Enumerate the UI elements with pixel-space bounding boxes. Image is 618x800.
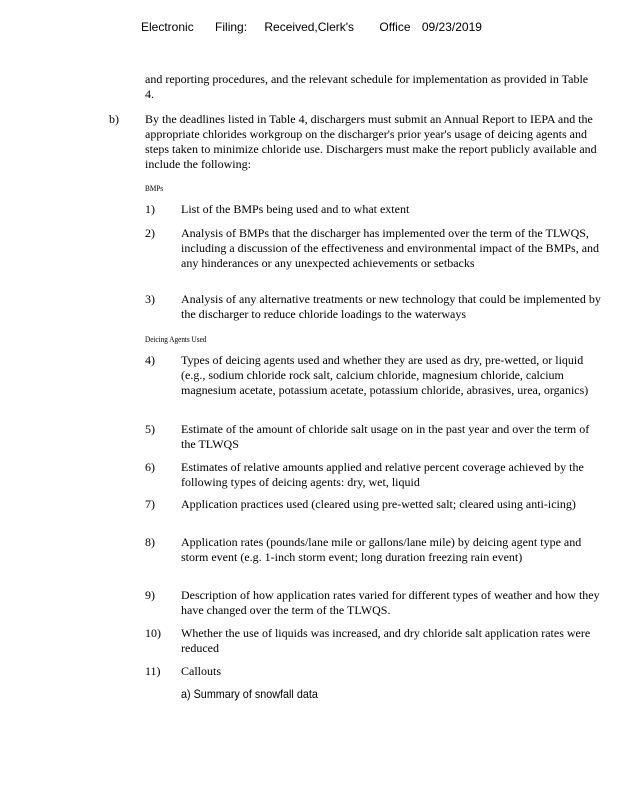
item-8-number: 8) xyxy=(145,535,155,549)
item-10-text: Whether the use of liquids was increased, and dry chloride salt application rates were reduced xyxy=(181,626,591,655)
item-5-number: 5) xyxy=(145,422,155,436)
item-9-text: Description of how application rates varied for different types of weather and how they have changed over the term of the TLWQS. xyxy=(181,588,600,617)
item-7-number: 7) xyxy=(145,497,155,511)
item-5-text: Estimate of the amount of chloride salt usage on in the past year and over the term of the TLWQS xyxy=(181,422,590,451)
item-4-number: 4) xyxy=(145,353,155,367)
subheading-deicing-agents: Deicing Agents Used xyxy=(145,334,207,344)
intro-paragraph: and reporting procedures, and the relevant schedule for implementation as provided in Table 4. xyxy=(145,72,589,101)
item-4-text: Types of deicing agents used and whether they are used as dry, pre-wetted, or liquid (e.g., sodium chloride rock salt, calcium chloride, magnesium chloride, calcium magnesium acetate, potassium acetate, potassium chloride, abrasives, urea, organics) xyxy=(181,353,589,397)
item-6-number: 6) xyxy=(145,460,155,474)
item-8-text: Application rates (pounds/lane mile or gallons/lane mile) by deicing agent type and storm event (e.g. 1-inch storm event; long duration freezing rain event) xyxy=(181,535,582,564)
header-received: Received,Clerk's xyxy=(264,20,355,34)
item-2-text: Analysis of BMPs that the discharger has implemented over the term of the TLWQS, including a discussion of the effectiveness and environmental impact of the BMPs, and any hinderances or any unexpected achievements or setbacks xyxy=(181,226,600,270)
item-3-text: Analysis of any alternative treatments or new technology that could be implemented by the discharger to reduce chloride loadings to the waterways xyxy=(181,292,601,321)
header-date: 09/23/2019 xyxy=(421,20,482,34)
item-9-number: 9) xyxy=(145,588,155,602)
item-2-number: 2) xyxy=(145,226,155,240)
sub-item-a: a) Summary of snowfall data xyxy=(181,687,318,701)
item-11-number: 11) xyxy=(145,664,161,678)
header-office: Office xyxy=(379,20,411,34)
item-1-text: List of the BMPs being used and to what extent xyxy=(181,202,410,216)
section-b-text: By the deadlines listed in Table 4, dischargers must submit an Annual Report to IEPA and the appropriate chlorides workgroup on the discharger's prior year's usage of deicing agents and steps taken to minimize chloride use. Dischargers must make the report publicly available and include the following: xyxy=(145,112,597,171)
item-10-number: 10) xyxy=(145,626,161,640)
item-3-number: 3) xyxy=(145,292,155,306)
section-b-marker: b) xyxy=(109,112,119,126)
item-11-text: Callouts xyxy=(181,664,222,678)
item-1-number: 1) xyxy=(145,202,155,216)
subheading-bmps: BMPs xyxy=(145,183,164,193)
header-electronic: Electronic xyxy=(141,20,194,34)
filing-header xyxy=(141,20,482,34)
header-filing: Filing: xyxy=(215,20,248,34)
item-6-text: Estimates of relative amounts applied and relative percent coverage achieved by the following types of deicing agents: dry, wet, liquid xyxy=(181,460,584,489)
item-7-text: Application practices used (cleared using pre-wetted salt; cleared using anti-icing) xyxy=(181,497,576,511)
